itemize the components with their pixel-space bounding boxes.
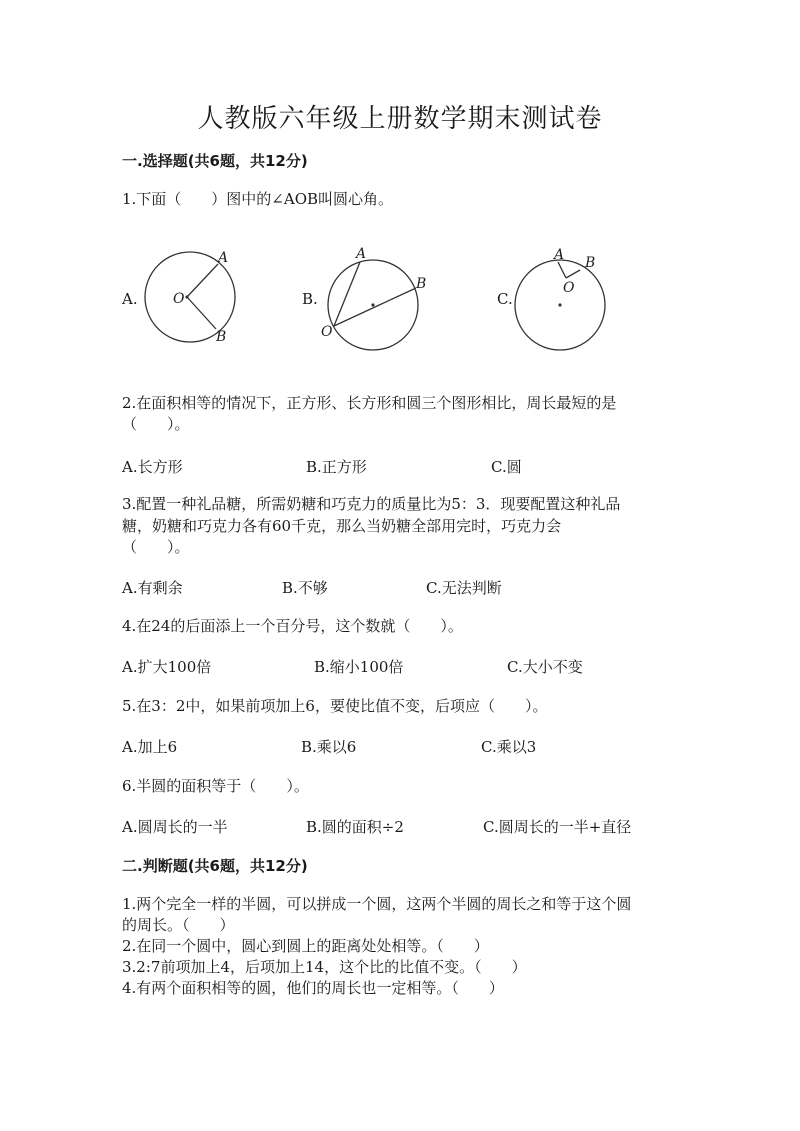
point-b-label: B — [216, 329, 227, 345]
question-5-option-c: C.乘以3 — [481, 738, 537, 756]
center-dot — [185, 295, 188, 298]
question-2-option-a: A.长方形 — [122, 458, 183, 476]
radius-oa — [187, 264, 218, 297]
question-4-option-b: B.缩小100倍 — [314, 658, 404, 676]
question-2-stem-line1: 2.在面积相等的情况下，正方形、长方形和圆三个图形相比，周长最短的是 — [122, 394, 617, 412]
segment-oa — [558, 262, 566, 278]
question-2-option-c: C.圆 — [491, 458, 522, 476]
question-3-option-a: A.有剩余 — [122, 579, 183, 597]
question-3-option-c: C.无法判断 — [426, 579, 502, 597]
question-3-stem-line1: 3.配置一种礼品糖，所需奶糖和巧克力的质量比为5：3．现要配置这种礼品 — [122, 495, 621, 513]
point-b-label: B — [585, 255, 596, 271]
figure-a-circle-diagram — [140, 245, 250, 355]
question-4-stem: 4.在24的后面添上一个百分号，这个数就（ ）。 — [122, 617, 463, 635]
figure-b-label: B. — [302, 290, 318, 308]
center-dot — [558, 303, 561, 306]
point-a-label: A — [554, 247, 565, 263]
question-3-stem-line2: 糖，奶糖和巧克力各有60千克，那么当奶糖全部用完时，巧克力会 — [122, 517, 562, 535]
radius-ob — [187, 297, 216, 329]
chord-ob — [334, 288, 416, 326]
point-a-label: A — [218, 250, 229, 266]
judgement-item: 2.在同一个圆中，圆心到圆上的距离处处相等。（ ） — [122, 937, 489, 955]
question-5-option-a: A.加上6 — [122, 738, 178, 756]
point-b-label: B — [416, 276, 427, 292]
question-5-option-b: B.乘以6 — [301, 738, 357, 756]
point-a-label: A — [356, 246, 367, 262]
figure-a-label: A. — [122, 290, 138, 308]
question-6-stem: 6.半圆的面积等于（ ）。 — [122, 777, 309, 795]
point-o-label: O — [563, 280, 575, 296]
judgement-item: 4.有两个面积相等的圆，他们的周长也一定相等。（ ） — [122, 979, 504, 997]
question-1-stem: 1.下面（ ）图中的∠AOB叫圆心角。 — [122, 190, 394, 208]
question-5-stem: 5.在3：2中，如果前项加上6，要使比值不变，后项应（ ）。 — [122, 697, 548, 715]
segment-ob — [566, 270, 580, 278]
question-6-option-a: A.圆周长的一半 — [122, 818, 228, 836]
figure-c-circle-diagram — [510, 245, 620, 355]
question-6-option-b: B.圆的面积÷2 — [306, 818, 404, 836]
figure-c-label: C. — [497, 290, 513, 308]
judgement-item: 1.两个完全一样的半圆，可以拼成一个圆，这两个半圆的周长之和等于这个圆 — [122, 895, 632, 913]
question-4-option-a: A.扩大100倍 — [122, 658, 212, 676]
question-3-option-b: B.不够 — [282, 579, 328, 597]
section-heading-judgement: 二.判断题(共6题，共12分) — [122, 857, 308, 875]
page-title: 人教版六年级上册数学期末测试卷 — [197, 104, 603, 134]
question-6-option-c: C.圆周长的一半+直径 — [483, 818, 632, 836]
center-dot — [371, 303, 374, 306]
question-2-stem-line2: （ ）。 — [122, 415, 190, 433]
point-o-label: O — [173, 291, 185, 307]
question-3-stem-line3: （ ）。 — [122, 538, 190, 556]
judgement-item: 3.2:7前项加上4，后项加上14，这个比的比值不变。（ ） — [122, 958, 527, 976]
section-heading-choice: 一.选择题(共6题，共12分) — [122, 152, 308, 170]
question-2-option-b: B.正方形 — [306, 458, 367, 476]
figure-b-circle-diagram — [318, 245, 428, 355]
question-4-option-c: C.大小不变 — [507, 658, 583, 676]
point-o-label: O — [321, 324, 333, 340]
judgement-item: 的周长。（ ） — [122, 916, 235, 934]
